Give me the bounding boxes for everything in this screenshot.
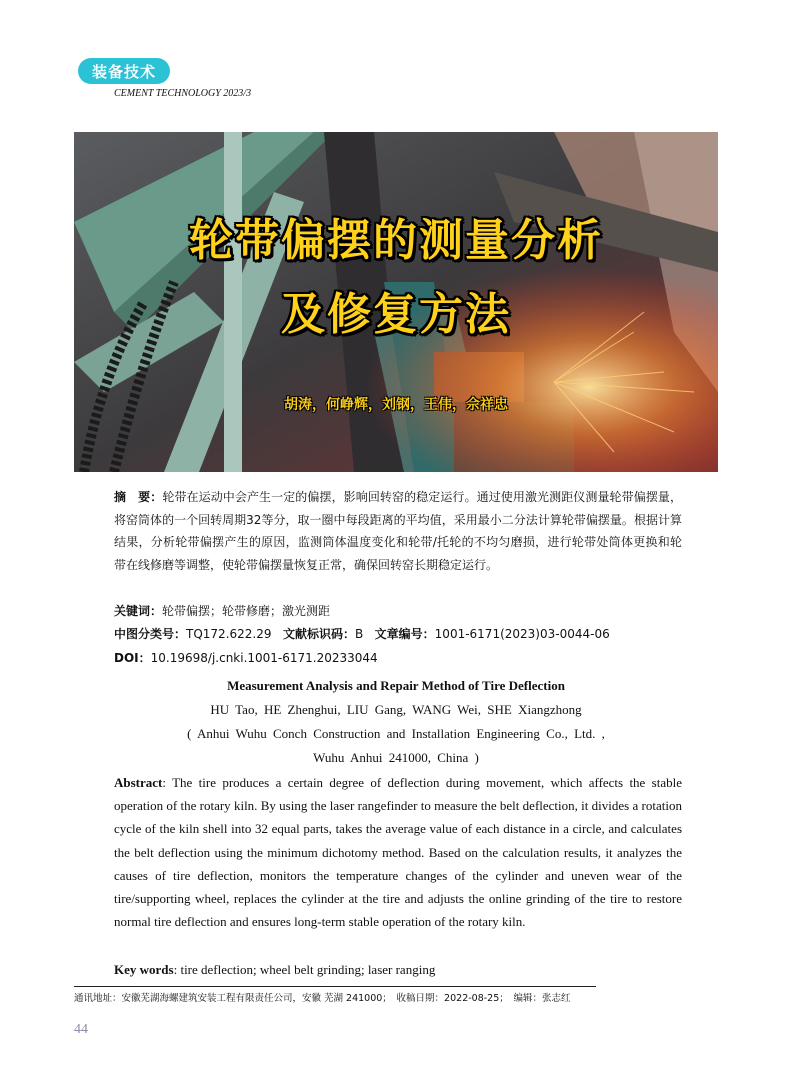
article-no-label: 文章编号： xyxy=(374,627,435,641)
hero-title-line1: 轮带偏摆的测量分析 xyxy=(189,215,603,266)
classification-line xyxy=(114,623,682,645)
doc-code: B xyxy=(354,627,364,641)
footer-divider xyxy=(74,986,596,987)
doi-label: DOI： xyxy=(114,651,151,665)
chinese-keywords-label: 关键词： xyxy=(114,604,163,618)
doi-line xyxy=(114,647,682,669)
chinese-abstract-text: 轮带在运动中会产生一定的偏摆，影响回转窑的稳定运行。通过使用激光测距仪测量轮带偏摆量，将窑筒体的一个回转周期32等分，取一圈中每段距离的平均值，采用最小二分法计算轮带偏摆量。根据计算结果，分析轮带偏摆产生的原因，监测筒体温度变化和轮带/托轮的不均匀磨损，进行轮带处筒体更换和轮带在线修磨等调整，使轮带偏摆量恢复正常，确保回转窑长期稳定运行。 xyxy=(114,490,682,572)
english-authors: HU Tao, HE Zhenghui, LIU Gang, WANG Wei, SHE Xiangzhong xyxy=(210,702,582,717)
english-abstract-label: Abstract xyxy=(114,775,163,790)
english-abstract xyxy=(114,771,682,933)
page-number: 44 xyxy=(74,1022,88,1037)
chinese-keywords-text: 轮带偏摆；轮带修磨；激光测距 xyxy=(162,604,331,618)
section-tag: 装备技术 xyxy=(78,58,170,84)
english-keywords-text: : tire deflection; wheel belt grinding; laser ranging xyxy=(173,962,436,977)
english-keywords-label: Key words xyxy=(114,962,174,977)
clc-label: 中图分类号： xyxy=(114,627,187,641)
hero-authors: 胡涛，何峥辉，刘钢，王伟，佘祥忠 xyxy=(284,397,508,413)
chinese-keywords xyxy=(114,600,682,622)
english-affiliation-line2: Wuhu Anhui 241000, China ) xyxy=(313,750,479,765)
english-abstract-text: : The tire produces a certain degree of deflection during movement, which affects the stable operation of the rotary kiln. By using the laser rangefinder to measure the belt deflection, it divides a rotation cycle of the kiln shell into 32 equal parts, takes the average value of each distance in a circle, and calculates the belt deflection using the minimum dichotomy method. Based on the calculation results, it analyzes the causes of tire deflection, monitors the temperature changes of the cylinder and uneven wear of the tire/supporting wheel, replaces the cylinder at the tire and adjusts the online grinding of the tire to restore normal tire deflection and ensures long-term stable operation of the rotary kiln. xyxy=(114,775,682,930)
english-keywords xyxy=(114,959,682,981)
hero-title-line2: 及修复方法 xyxy=(281,289,511,340)
footer-note: 通讯地址：安徽芜湖海螺建筑安装工程有限责任公司，安徽 芜湖 241000； 收稿日期：2022-08-25； 编辑：张志红 xyxy=(74,993,571,1004)
doc-code-label: 文献标识码： xyxy=(282,627,355,641)
hero-image xyxy=(74,132,718,472)
chinese-abstract-label: 摘 要： xyxy=(114,490,163,504)
english-title: Measurement Analysis and Repair Method of Tire Deflection xyxy=(227,678,565,693)
article-no: 1001-6171(2023)03-0044-06 xyxy=(434,627,610,641)
doi-value[interactable]: 10.19698/j.cnki.1001-6171.20233044 xyxy=(150,651,378,665)
chinese-abstract xyxy=(114,486,682,576)
clc-code: TQ172.622.29 xyxy=(186,627,272,641)
english-affiliation-line1: ( Anhui Wuhu Conch Construction and Installation Engineering Co., Ltd. , xyxy=(187,726,605,741)
journal-header: CEMENT TECHNOLOGY 2023/3 xyxy=(114,88,252,99)
